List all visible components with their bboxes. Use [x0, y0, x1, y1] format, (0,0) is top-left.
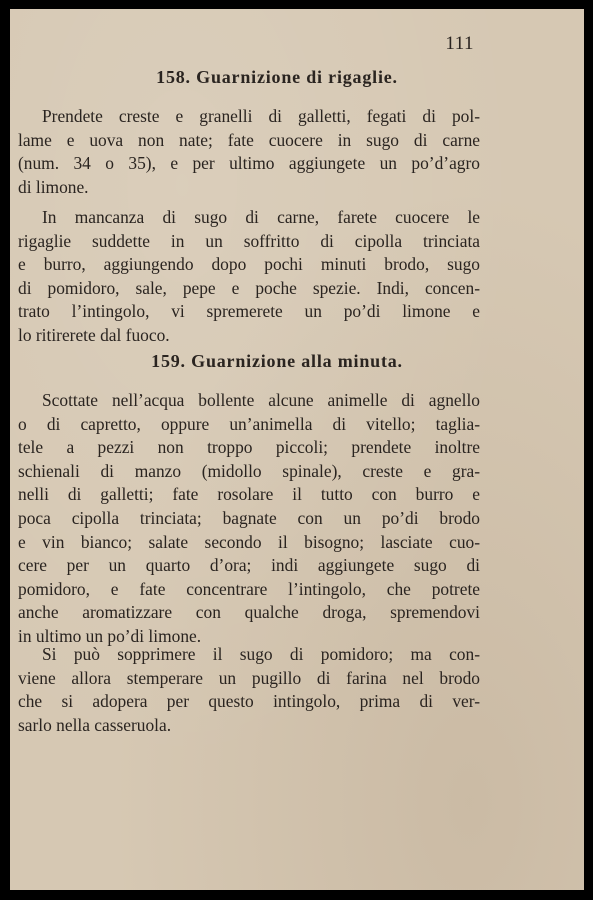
- text-line: che si adopera per questo intingolo, prima di ver-: [18, 691, 480, 712]
- text-line: lo ritirerete dal fuoco.: [18, 324, 170, 345]
- text-line: rigaglie suddette in un soffritto di cipolla trinciata: [18, 230, 480, 251]
- paragraph-159-1: [18, 389, 480, 649]
- text-line: poca cipolla trinciata; bagnate con un po’di brodo: [18, 507, 480, 528]
- page-number: 111: [445, 33, 474, 54]
- text-line: e vin bianco; salate secondo il bisogno; lasciate cuo-: [18, 531, 480, 552]
- text-line: di pomidoro, sale, pepe e poche spezie. Indi, concen-: [18, 277, 480, 298]
- paragraph-159-2: [18, 643, 480, 737]
- paragraph-158-1: [18, 105, 480, 199]
- text-line: pomidoro, e fate concentrare l’intingolo, che potrete: [18, 578, 480, 599]
- section-heading-158: 158. Guarnizione di rigaglie.: [156, 67, 398, 87]
- text-line: Scottate nell’acqua bollente alcune animelle di agnello: [42, 390, 480, 410]
- text-line: nelli di galletti; fate rosolare il tutto con burro e: [18, 484, 480, 505]
- text-line: sarlo nella casseruola.: [18, 714, 172, 735]
- text-line: anche aromatizzare con qualche droga, spremendovi: [18, 602, 480, 623]
- book-page: [10, 9, 584, 890]
- text-line: e burro, aggiungendo dopo pochi minuti brodo, sugo: [18, 254, 480, 275]
- text-line: (num. 34 o 35), e per ultimo aggiungete un po’d’agro: [18, 153, 480, 174]
- paragraph-158-2: [18, 206, 480, 348]
- text-line: Si può sopprimere il sugo di pomidoro; ma con-: [42, 644, 480, 664]
- section-heading-159: 159. Guarnizione alla minuta.: [151, 351, 403, 371]
- text-line: Prendete creste e granelli di galletti, fegati di pol-: [42, 106, 480, 126]
- text-line: di limone.: [18, 176, 89, 197]
- text-line: in ultimo un po’di limone.: [18, 625, 202, 646]
- text-line: viene allora stemperare un pugillo di farina nel brodo: [18, 667, 480, 688]
- text-line: lame e uova non nate; fate cuocere in sugo di carne: [18, 129, 480, 150]
- text-line: In mancanza di sugo di carne, farete cuocere le: [42, 207, 480, 227]
- text-line: tele a pezzi non troppo piccoli; prendete inoltre: [18, 437, 480, 458]
- text-line: cere per un quarto d’ora; indi aggiungete sugo di: [18, 555, 480, 576]
- text-line: trato l’intingolo, vi spremerete un po’di limone e: [18, 301, 480, 322]
- text-line: o di capretto, oppure un’animella di vitello; taglia-: [18, 413, 480, 434]
- text-line: schienali di manzo (midollo spinale), creste e gra-: [18, 460, 480, 481]
